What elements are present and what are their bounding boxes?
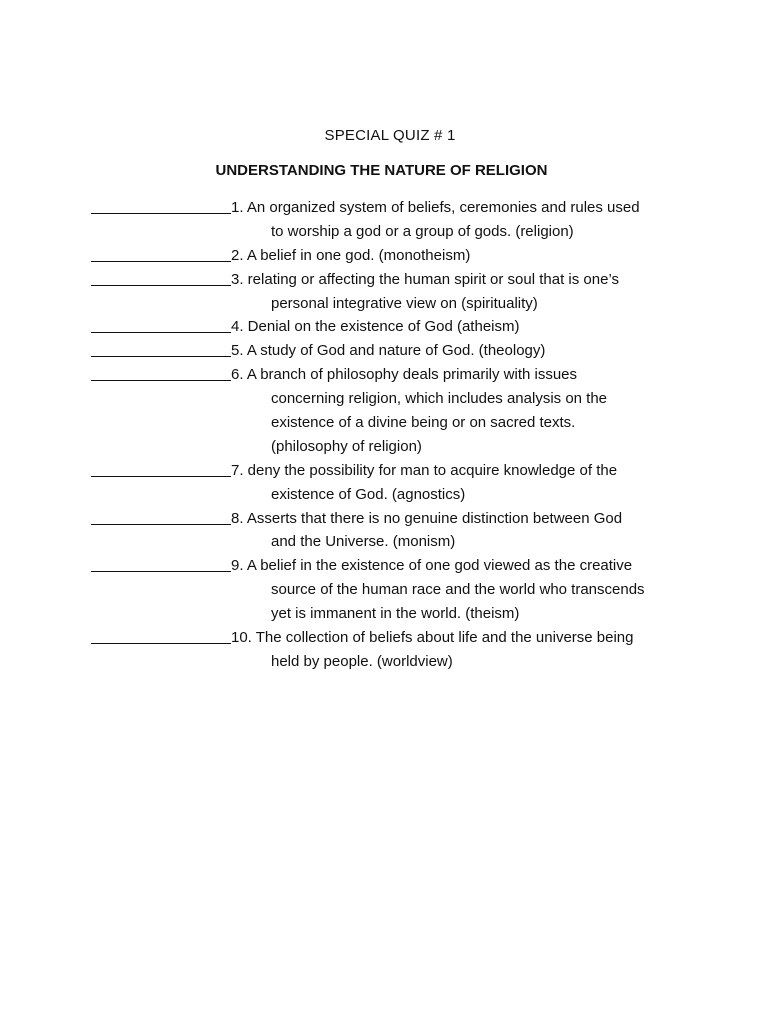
question-item (91, 626, 711, 674)
question-first-line (91, 244, 711, 268)
question-text: 7. deny the possibility for man to acquire knowledge of the (231, 461, 618, 479)
question-item (91, 196, 711, 244)
question-continuation-line: held by people. (worldview) (271, 652, 453, 670)
question-text: 4. Denial on the existence of God (atheism) (231, 318, 520, 336)
question-continuation-line: yet is immanent in the world. (theism) (271, 605, 520, 623)
answer-blank[interactable] (91, 245, 231, 262)
question-continuation-line: to worship a god or a group of gods. (religion) (271, 222, 574, 240)
quiz-subtitle-text: UNDERSTANDING THE NATURE OF RELIGION (215, 162, 548, 179)
question-continuation-line: (philosophy of religion) (271, 437, 422, 455)
question-continuation-line: personal integrative view on (spirituality) (271, 294, 538, 312)
answer-blank[interactable] (91, 197, 231, 214)
question-item (91, 268, 711, 316)
question-first-line (91, 315, 711, 339)
answer-blank[interactable] (91, 364, 231, 381)
question-item (91, 459, 711, 507)
question-first-line (91, 268, 711, 292)
answer-blank[interactable] (91, 340, 231, 357)
question-first-line (91, 507, 711, 531)
question-text: 1. An organized system of beliefs, ceremonies and rules used (231, 199, 640, 216)
answer-blank[interactable] (91, 316, 231, 333)
question-item (91, 339, 711, 363)
question-text: 10. The collection of beliefs about life and the universe being (231, 629, 634, 647)
question-continuation-line: source of the human race and the world who transcends (271, 581, 645, 599)
question-text: 5. A study of God and nature of God. (theology) (231, 342, 546, 360)
question-text: 6. A branch of philosophy deals primarily with issues (231, 366, 578, 384)
question-first-line (91, 626, 711, 650)
question-item (91, 363, 711, 459)
answer-blank[interactable] (91, 627, 231, 644)
answer-blank[interactable] (91, 460, 231, 477)
question-text: 8. Asserts that there is no genuine distinction between God (231, 509, 623, 527)
question-first-line (91, 554, 711, 578)
question-first-line (91, 363, 711, 387)
question-continuation-line: existence of a divine being or on sacred texts. (271, 414, 576, 432)
quiz-title-text: SPECIAL QUIZ # 1 (324, 127, 456, 144)
question-first-line (91, 196, 711, 220)
answer-blank[interactable] (91, 508, 231, 525)
answer-blank[interactable] (91, 555, 231, 572)
answer-blank[interactable] (91, 269, 231, 286)
quiz-subtitle (0, 162, 768, 179)
question-first-line (91, 339, 711, 363)
question-continuation-line: and the Universe. (monism) (271, 533, 456, 551)
question-first-line (91, 459, 711, 483)
question-item (91, 315, 711, 339)
question-item (91, 244, 711, 268)
question-text: 3. relating or affecting the human spirit or soul that is one’s (231, 270, 620, 288)
question-item (91, 507, 711, 555)
question-continuation-line: existence of God. (agnostics) (271, 485, 466, 503)
question-continuation-line: concerning religion, which includes analysis on the (271, 390, 608, 408)
question-text: 9. A belief in the existence of one god viewed as the creative (231, 557, 633, 575)
question-item (91, 554, 711, 626)
question-text: 2. A belief in one god. (monotheism) (231, 246, 471, 264)
quiz-title (0, 127, 768, 144)
question-list (91, 196, 711, 674)
